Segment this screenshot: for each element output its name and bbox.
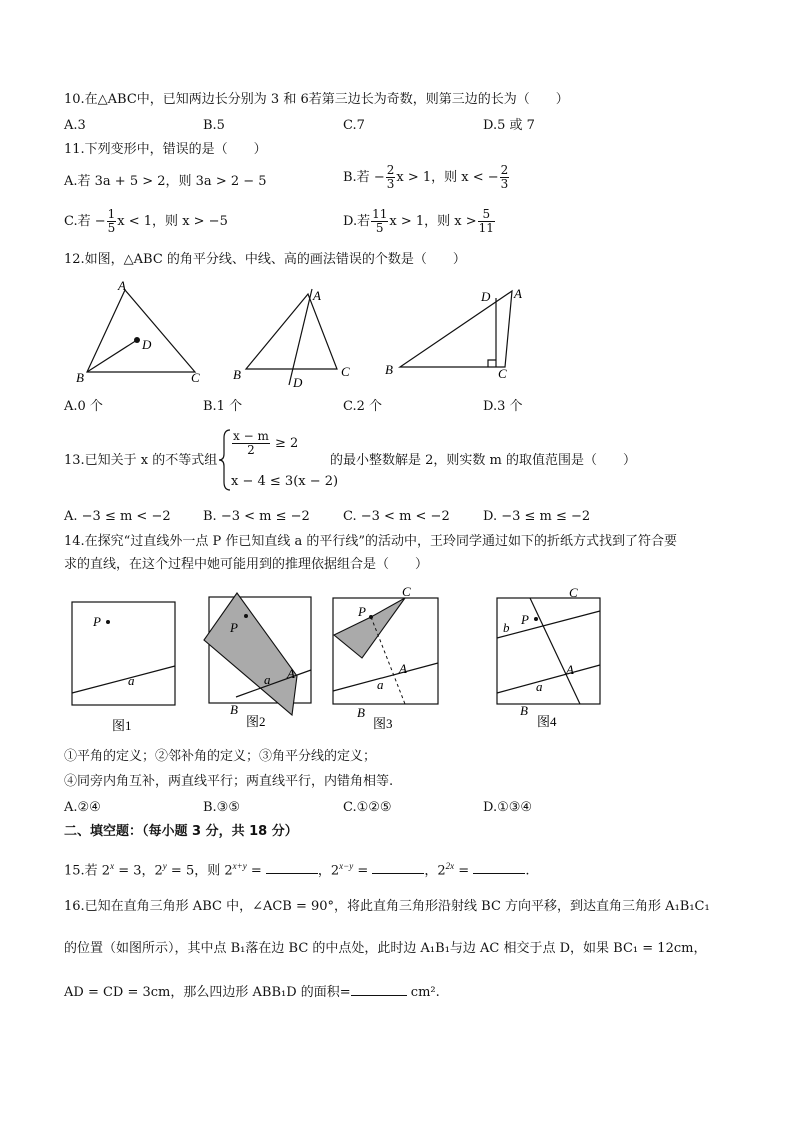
- q12-fig2-label-d: D: [293, 375, 303, 390]
- q14-fig4-label-p: P: [521, 612, 529, 627]
- q13-option-c: C. −3 < m < −2: [343, 509, 450, 524]
- q12-fig2-label-b: B: [233, 367, 241, 382]
- q12-figure-2: [246, 289, 337, 385]
- q12-fig2-label-c: C: [341, 364, 350, 379]
- q13-pre: 13.已知关于 x 的不等式组: [64, 453, 218, 468]
- q12-stem: 12.如图，△ABC 的角平分线、中线、高的画法错误的个数是（ ）: [64, 252, 466, 267]
- q12-fig3-label-b: B: [385, 362, 393, 377]
- q10-option-d: D.5 或 7: [483, 118, 535, 133]
- q11d-pre: D.若: [343, 214, 371, 229]
- q14-fig2-point-p: [244, 614, 248, 618]
- q14-fig4-label-a: a: [536, 679, 543, 694]
- q12-option-b: B.1 个: [203, 399, 243, 414]
- q14-option-a: A.②④: [64, 800, 101, 815]
- q12-option-c: C.2 个: [343, 399, 383, 414]
- q16-line3: AD = CD = 3cm，那么四边形 ABB₁D 的面积= cm².: [64, 985, 440, 1000]
- q14-fig2-label-b: B: [230, 702, 238, 717]
- q15-blank-1[interactable]: [266, 861, 318, 874]
- q13-eq1-frac: $\frac{x - m}{2}$: [233, 429, 269, 457]
- q11-option-d: [343, 208, 496, 235]
- q11c-mid: x < 1，则 x > −5: [117, 214, 228, 229]
- q14-fig1-caption: 图1: [112, 718, 132, 733]
- q15-blank-2[interactable]: [372, 861, 424, 874]
- q12-option-a: A.0 个: [64, 399, 103, 414]
- q11-option-c: [64, 208, 228, 235]
- q14-fig4-label-cap-a: A: [566, 662, 574, 677]
- q14-fig4-caption: 图4: [537, 714, 557, 729]
- q11b-frac2: $\frac{2}{3}$: [500, 163, 509, 191]
- q14-option-b: B.③⑤: [203, 800, 240, 815]
- q14-fig3-label-a: a: [377, 677, 384, 692]
- q12-fig1-label-a: A: [118, 278, 126, 293]
- q10-stem: 10.在△ABC中，已知两边长分别为 3 和 6若第三边长为奇数，则第三边的长为（ ）: [64, 92, 569, 107]
- q11b-pre: B.若 −: [343, 170, 385, 185]
- q14-option-d: D.①③④: [483, 800, 533, 815]
- q11-option-a: A.若 3a + 5 > 2，则 3a > 2 − 5: [64, 174, 267, 189]
- q11c-frac: $\frac{1}{5}$: [107, 207, 116, 235]
- q14-fig3-label-b: B: [357, 705, 365, 720]
- q12-fig3-label-c: C: [498, 366, 507, 381]
- q13-option-b: B. −3 < m ≤ −2: [203, 509, 310, 524]
- q14-figures: [60, 580, 620, 735]
- q16-line2: 的位置（如图所示），其中点 B₁落在边 BC 的中点处，此时边 A₁B₁与边 AC 相交于点 D，如果 BC₁ = 12cm，: [64, 941, 707, 956]
- section-2-title: 二、填空题：（每小题 3 分，共 18 分）: [64, 824, 298, 839]
- q12-fig1-label-c: C: [191, 370, 200, 385]
- q14-fig3-point-p: [369, 615, 373, 619]
- q14-fig2-label-cap-a: A: [287, 666, 295, 681]
- q11b-frac1: $\frac{2}{3}$: [386, 163, 395, 191]
- q14-reasons-line1: ①平角的定义；②邻补角的定义；③角平分线的定义；: [64, 749, 377, 764]
- q13-system-eq1: [231, 430, 298, 457]
- q14-reasons-line2: ④同旁内角互补，两直线平行；两直线平行，内错角相等.: [64, 774, 394, 789]
- q10-option-c: C.7: [343, 118, 365, 133]
- q13-post: 的最小整数解是 2，则实数 m 的取值范围是（ ）: [330, 453, 636, 468]
- q12-figures: [60, 278, 540, 393]
- q13-option-d: D. −3 ≤ m ≤ −2: [483, 509, 591, 524]
- q12-fig1-label-d: D: [142, 337, 152, 352]
- q12-fig3-label-d: D: [481, 289, 491, 304]
- q11c-pre: C.若 −: [64, 214, 106, 229]
- q14-figure-1: [72, 602, 175, 705]
- q14-fig2-label-a: a: [264, 672, 271, 687]
- q15-blank-3[interactable]: [473, 861, 525, 874]
- q12-fig3-label-a: A: [514, 286, 522, 301]
- q14-fig4-point-p: [534, 617, 538, 621]
- q11b-mid: x > 1，则 x < −: [396, 170, 499, 185]
- q12-option-d: D.3 个: [483, 399, 523, 414]
- q11-stem: 11.下列变形中，错误的是（ ）: [64, 142, 267, 157]
- q11-option-b: [343, 164, 510, 191]
- q14-fig1-label-p: P: [93, 614, 101, 629]
- q14-fig4-label-b-cap: B: [520, 703, 528, 718]
- q14-fig1-label-a: a: [128, 673, 135, 688]
- q14-fig1-point-p: [106, 620, 110, 624]
- q14-figure-3: [333, 598, 438, 704]
- q12-fig1-point-d: [134, 337, 140, 343]
- q11d-frac1: $\frac{11}{5}$: [372, 207, 388, 235]
- q14-fig2-caption: 图2: [246, 714, 266, 729]
- q14-line1: 14.在探究“过直线外一点 P 作已知直线 a 的平行线”的活动中，王玲同学通过如下的折纸方式找到了符合要: [64, 534, 677, 549]
- q14-line2: 求的直线，在这个过程中她可能用到的推理依据组合是（ ）: [64, 557, 429, 572]
- q13-system-brace: [218, 428, 232, 492]
- q14-fig4-label-c: C: [569, 585, 578, 600]
- q10-option-a: A.3: [64, 118, 86, 133]
- q13-option-a: A. −3 ≤ m < −2: [64, 509, 171, 524]
- q14-figure-2: [204, 593, 311, 715]
- q12-figure-3: [400, 291, 512, 367]
- q15-line: 15.若 $2^x = 3$，$2^y = 5$，则 $2^{x+y}$ = ，$2^{x-y}$ = ，$2^{2x}$ = .: [64, 861, 530, 879]
- q14-option-c: C.①②⑤: [343, 800, 392, 815]
- q10-option-b: B.5: [203, 118, 225, 133]
- q13-eq1-rel: ≥ 2: [274, 436, 299, 451]
- q14-fig2-label-p: P: [230, 620, 238, 635]
- q16-line1: 16.已知在直角三角形 ABC 中，∠ACB = 90°，将此直角三角形沿射线 BC 方向平移，到达直角三角形 A₁B₁C₁: [64, 899, 710, 914]
- q12-fig1-label-b: B: [76, 370, 84, 385]
- q11d-mid: x > 1，则 x >: [389, 214, 477, 229]
- q12-figure-1: [87, 290, 195, 372]
- q14-fig3-caption: 图3: [373, 716, 393, 731]
- q14-fig3-label-c: C: [402, 584, 411, 599]
- q14-figure-4: [497, 598, 600, 704]
- q14-fig4-label-b: b: [503, 620, 510, 635]
- q14-fig3-label-cap-a: A: [399, 661, 407, 676]
- q12-fig2-label-a: A: [313, 288, 321, 303]
- q16-blank[interactable]: [351, 983, 407, 996]
- q14-fig3-label-p: P: [358, 604, 366, 619]
- q11d-frac2: $\frac{5}{11}$: [478, 207, 494, 235]
- q13-system-eq2: x − 4 ≤ 3(x − 2): [231, 474, 339, 489]
